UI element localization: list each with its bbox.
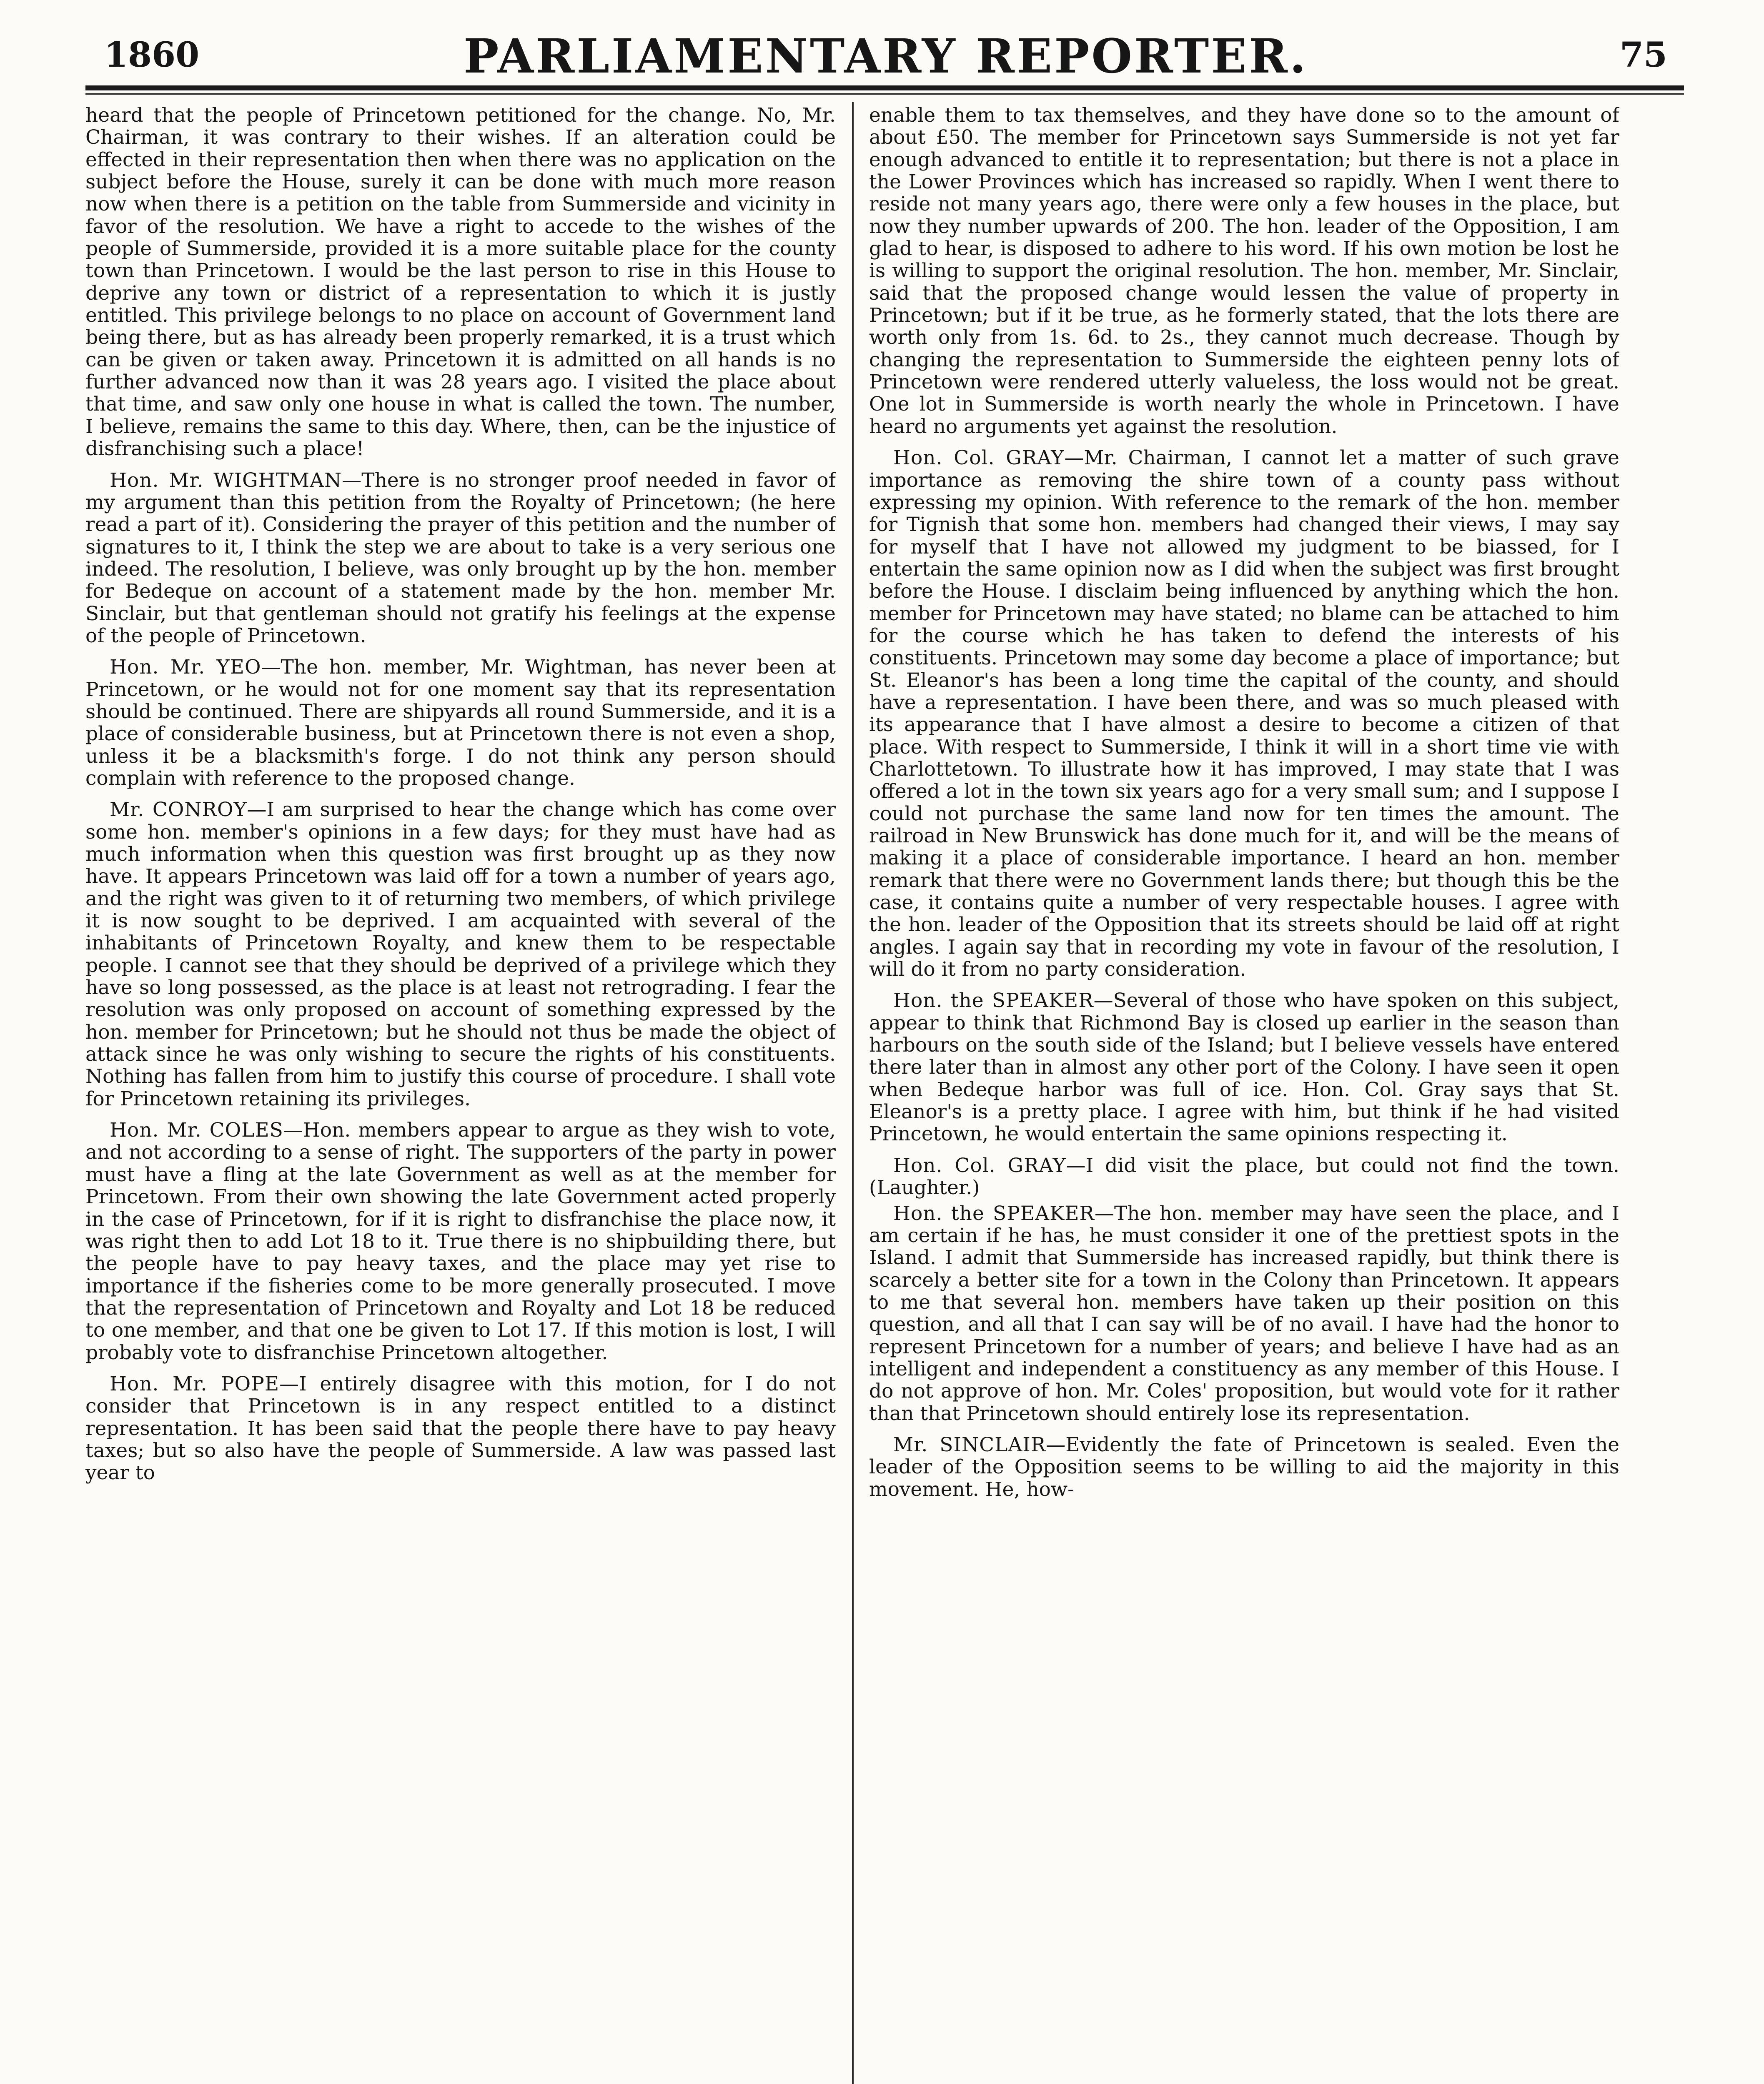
speech-text: —The hon. member, Mr. Wightman, has never been at Princetown, or he would not for one moment say that its representation should be continued. There are shipyards all round Summerside, and it is a place of considerable business, but at Princetown there is not even a shop, unless it be a blacksmith's forge. I do not think any person should complain with reference to the proposed change. bbox=[85, 656, 836, 790]
running-head bbox=[104, 29, 1667, 88]
header-rule-thin bbox=[85, 93, 1684, 95]
speaker-name: Hon. Mr. YEO bbox=[110, 656, 261, 679]
right-column bbox=[869, 104, 1619, 2084]
paragraph bbox=[85, 104, 836, 460]
speech bbox=[85, 1373, 836, 1484]
left-column bbox=[85, 104, 836, 2084]
paragraph bbox=[869, 104, 1619, 438]
speaker-name: Hon. Col. GRAY bbox=[893, 446, 1065, 470]
speaker-name: Hon. Mr. WIGHTMAN bbox=[110, 468, 342, 492]
header-title: PARLIAMENTARY REPORTER. bbox=[464, 29, 1308, 84]
speech bbox=[85, 656, 836, 789]
speaker-name: Hon. Mr. POPE bbox=[110, 1372, 280, 1395]
paragraph-text: heard that the people of Princetown petitioned for the change. No, Mr. Chairman, it was contrary to their wishes. If an alteration could be effected in their representation then when there was no application on the subject before the House, surely it can be done with much more reason now when there is a petition on the table from Summerside and vicinity in favor of the resolution. We have a right to accede to the wishes of the people of Summerside, provided it is a more suitable place for the county town than Princetown. I would be the last person to rise in this House to deprive any town or district of a representation to which it is justly entitled. This privilege belongs to no place on account of Government land being there, but as has already been properly remarked, it is a trust which can be given or taken away. Princetown it is admitted on all hands is no further advanced now than it was 28 years ago. I visited the place about that time, and saw only one house in what is called the town. The number, I believe, remains the same to this day. Where, then, can be the injustice of disfranchising such a place! bbox=[85, 104, 836, 461]
speaker-name: Hon. Col. GRAY bbox=[893, 1154, 1066, 1177]
speech bbox=[85, 469, 836, 647]
speech bbox=[85, 799, 836, 1110]
column-divider bbox=[852, 102, 854, 2084]
speech-text: —Several of those who have spoken on this subject, appear to think that Richmond Bay is closed up earlier in the season than harbours on the south side of the Island; but I believe vessels have entered there later than in almost any other port of the Colony. I have seen it open when Bedeque harbor was full of ice. Hon. Col. Gray says that St. Eleanor's is a pretty place. I agree with him, but think if he had visited Princetown, he would entertain the same opinions respecting it. bbox=[869, 989, 1619, 1146]
speech-text: —Hon. members appear to argue as they wish to vote, and not according to a sense of right. The supporters of the party in power must have a fling at the late Government as well as at the member for Princetown. From their own showing the late Government acted properly in the case of Princetown, for if it is right to disfranchise the place now, it was right then to add Lot 18 to it. True there is no shipbuilding there, but the people have to pay heavy taxes, and the place may yet rise to importance if the fisheries come to be more generally prosecuted. I move that the representation of Princetown and Royalty and Lot 18 be reduced to one member, and that one be given to Lot 17. If this motion is lost, I will probably vote to disfranchise Princetown altogether. bbox=[85, 1119, 836, 1364]
speech-text: —I am surprised to hear the change which has come over some hon. member's opinions in a few days; for they must have had as much information when this question was first brought up as they now have. It appears Princetown was laid off for a town a number of years ago, and the right was given to it of returning two members, of which privilege it is now sought to be deprived. I am acquainted with several of the inhabitants of Princetown Royalty, and knew them to be respectable people. I cannot see that they should be deprived of a privilege which they have so long possessed, as the place is at least not retrograding. I fear the resolution was only proposed on account of something expressed by the hon. member for Princetown; but he should not thus be made the object of attack since he was only wishing to secure the rights of his constituents. Nothing has fallen from him to justify this course of procedure. I shall vote for Princetown retaining its privileges. bbox=[85, 798, 836, 1110]
paragraph-text: enable them to tax themselves, and they have done so to the amount of about £50. The member for Princetown says Summerside is not yet far enough advanced to entitle it to representation; but there is not a place in the Lower Provinces which has increased so rapidly. When I went there to reside not many years ago, there were only a few houses in the place, but now they number upwards of 200. The hon. leader of the Opposition, I am glad to hear, is disposed to adhere to his word. If his own motion be lost he is willing to support the original resolution. The hon. member, Mr. Sinclair, said that the proposed change would lessen the value of property in Princetown; but if it be true, as he formerly stated, that the lots there are worth only from 1s. 6d. to 2s., they cannot much decrease. Though by changing the representation to Summerside the eighteen penny lots of Princetown were rendered utterly valueless, the loss would not be great. One lot in Summerside is worth nearly the whole in Princetown. I have heard no arguments yet against the resolution. bbox=[869, 104, 1619, 438]
speaker-name: Hon. Mr. COLES bbox=[110, 1119, 283, 1142]
speech-text: —There is no stronger proof needed in favor of my argument than this petition from the Royalty of Princetown; (he here read a part of it). Considering the prayer of this petition and the number of signatures to it, I think the step we are about to take is a very serious one indeed. The resolution, I believe, was only brought up by the hon. member for Bedeque on account of a statement made by the hon. member Mr. Sinclair, but that gentleman should not gratify his feelings at the expense of the people of Princetown. bbox=[85, 468, 836, 647]
speech-text: —Evidently the fate of Princetown is sealed. Even the leader of the Opposition seems to be willing to aid the majority in this movement. He, how- bbox=[869, 1433, 1619, 1501]
speaker-name: Hon. the SPEAKER bbox=[893, 989, 1094, 1012]
speech bbox=[869, 447, 1619, 980]
speech bbox=[85, 1119, 836, 1364]
speaker-name: Mr. SINCLAIR bbox=[893, 1433, 1046, 1456]
header-rule-thick bbox=[85, 85, 1684, 90]
speech bbox=[869, 989, 1619, 1145]
speech-text: —The hon. member may have seen the place, and I am certain if he has, he must consider it one of the prettiest spots in the Island. I admit that Summerside has increased rapidly, but think there is scarcely a better site for a town in the Colony than Princetown. It appears to me that several hon. members have taken up their position on this question, and all that I can say will be of no avail. I have had the honor to represent Princetown for a number of years; and believe I have had as an intelligent and independent a constituency as any member of this House. I do not approve of hon. Mr. Coles' proposition, but would vote for it rather than that Princetown should entirely lose its representation. bbox=[869, 1202, 1619, 1425]
speech bbox=[869, 1155, 1619, 1199]
speech-text: —I entirely disagree with this motion, for I do not consider that Princetown is in any respect entitled to a distinct representation. It has been said that the people there have to pay heavy taxes; but so also have the people of Summerside. A law was passed last year to bbox=[85, 1372, 836, 1485]
header-page-number: 75 bbox=[1619, 35, 1667, 75]
speech-text: —I did visit the place, but could not find the town. (Laughter.) bbox=[869, 1154, 1619, 1200]
speech bbox=[869, 1434, 1619, 1500]
speech-text: —Mr. Chairman, I cannot let a matter of such grave importance as removing the shire town of a county pass without expressing my opinion. With reference to the remark of the hon. member for Tignish that some hon. members had changed their views, I may say for myself that I have not allowed my judgment to be biassed, for I entertain the same opinion now as I did when the subject was first brought before the House. I disclaim being influenced by anything which the hon. member for Princetown may have stated; no blame can be attached to him for the course which he has taken to defend the interests of his constituents. Princetown may some day become a place of importance; but St. Eleanor's has been a long time the capital of the county, and should have a representation. I have been there, and was so much pleased with its appearance that I have almost a desire to become a citizen of that place. With respect to Summerside, I think it will in a short time vie with Charlottetown. To illustrate how it has improved, I may state that I was offered a lot in the town six years ago for a very small sum; and I suppose I could not purchase the same land now for ten times the amount. The railroad in New Brunswick has done much for it, and will be the means of making it a place of considerable importance. I heard an hon. member remark that there were no Government lands there; but though this be the case, it contains quite a number of very respectable houses. I agree with the hon. leader of the Opposition that its streets should be laid off at right angles. I again say that in recording my vote in favour of the resolution, I will do it from no party consideration. bbox=[869, 446, 1619, 981]
speaker-name: Mr. CONROY bbox=[110, 798, 247, 822]
header-year: 1860 bbox=[104, 35, 200, 75]
speaker-name: Hon. the SPEAKER bbox=[893, 1202, 1095, 1225]
speech bbox=[869, 1202, 1619, 1425]
